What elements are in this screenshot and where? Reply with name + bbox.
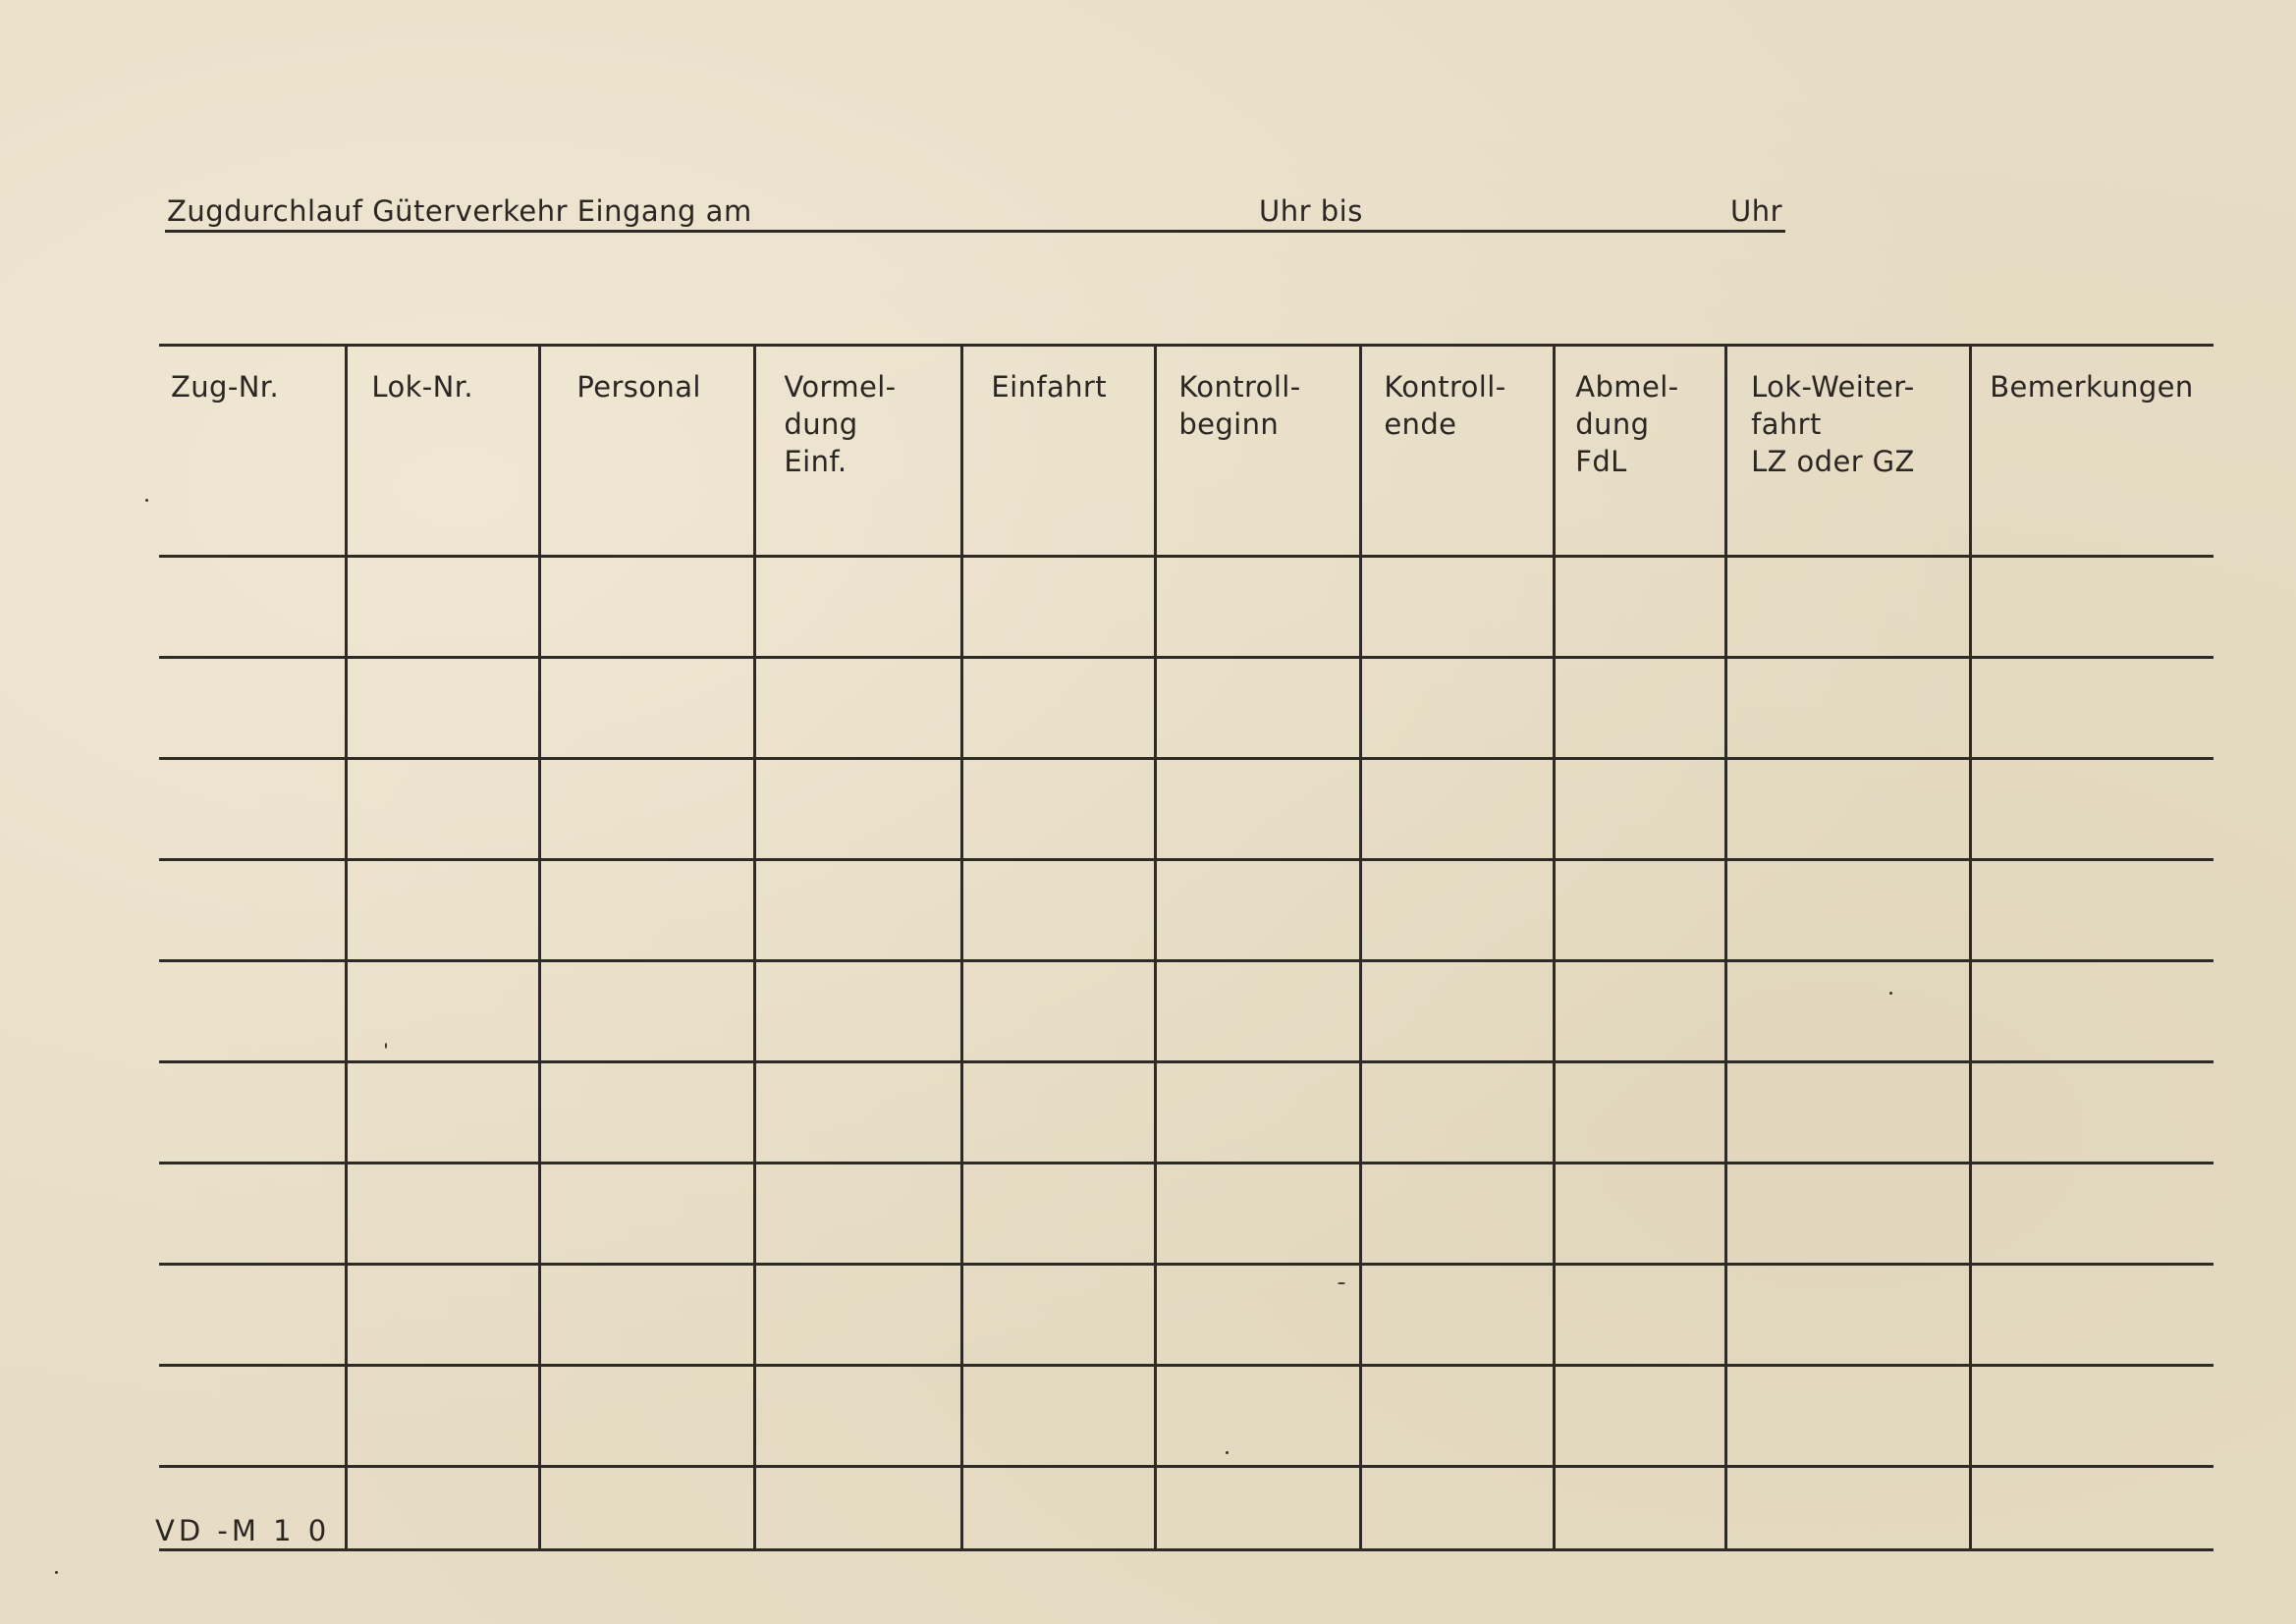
table-cell [1555,1467,1726,1550]
table-cell [755,1467,962,1550]
table-cell [755,557,962,658]
paper-speck [385,1043,387,1049]
table-cell [1156,759,1361,860]
table-cell [755,1164,962,1265]
table-cell [159,1062,347,1164]
table-cell [1555,759,1726,860]
table-row [159,1467,2214,1550]
column-header-lok-weiterfahrt: Lok-Weiter- fahrt LZ oder GZ [1726,346,1971,557]
table-cell [962,1062,1156,1164]
table-cell [1555,658,1726,759]
table-cell [1361,557,1555,658]
time-to-label: Uhr [1730,194,1783,228]
train-log-table-wrap [159,344,2214,1502]
table-cell [1156,961,1361,1062]
table-cell [1971,658,2214,759]
table-cell [1971,1164,2214,1265]
table-cell [347,1467,540,1550]
table-row [159,1265,2214,1366]
table-row [159,860,2214,961]
table-cell [962,1265,1156,1366]
table-cell [347,557,540,658]
table-cell [159,1265,347,1366]
table-cell [962,658,1156,759]
column-header-personal: Personal [540,346,755,557]
table-cell [347,1164,540,1265]
table-cell [962,759,1156,860]
table-cell [755,1062,962,1164]
table-row [159,658,2214,759]
table-cell [159,860,347,961]
time-from-label: Uhr bis [1259,194,1363,228]
table-cell [1156,1265,1361,1366]
table-cell [1971,860,2214,961]
table-cell [1555,1366,1726,1467]
paper-speck [55,1571,58,1574]
table-cell [962,1164,1156,1265]
form-code: VD -M 1 0 [155,1514,331,1547]
table-cell [540,557,755,658]
table-cell [159,658,347,759]
column-header-einfahrt: Einfahrt [962,346,1156,557]
table-cell [755,759,962,860]
column-header-zug-nr: Zug-Nr. [159,346,347,557]
table-cell [1555,860,1726,961]
table-cell [962,1366,1156,1467]
column-header-abmeldung: Abmel- dung FdL [1555,346,1726,557]
table-cell [1971,1467,2214,1550]
table-cell [540,759,755,860]
table-cell [1361,1265,1555,1366]
table-cell [347,860,540,961]
table-cell [755,1265,962,1366]
table-cell [962,1467,1156,1550]
paper-speck [1338,1282,1345,1284]
table-cell [1971,1265,2214,1366]
table-cell [1726,759,1971,860]
table-cell [1156,557,1361,658]
table-cell [540,1164,755,1265]
table-cell [1726,1265,1971,1366]
table-row [159,557,2214,658]
table-cell [755,961,962,1062]
table-cell [1726,961,1971,1062]
column-header-lok-nr: Lok-Nr. [347,346,540,557]
table-cell [1555,557,1726,658]
table-row [159,1164,2214,1265]
table-cell [347,658,540,759]
paper-speck [1226,1451,1229,1454]
column-header-bemerkungen: Bemerkungen [1971,346,2214,557]
table-cell [159,1164,347,1265]
table-row [159,1366,2214,1467]
table-cell [540,1062,755,1164]
table-cell [1156,860,1361,961]
table-cell [962,860,1156,961]
table-cell [159,961,347,1062]
table-cell [1156,1164,1361,1265]
form-title: Zugdurchlauf Güterverkehr Eingang am [167,194,752,228]
table-cell [1555,1164,1726,1265]
table-cell [1555,1062,1726,1164]
train-log-table [159,344,2214,1551]
table-cell [1555,961,1726,1062]
table-cell [540,961,755,1062]
table-cell [1726,1062,1971,1164]
table-cell [1971,1062,2214,1164]
table-cell [540,1467,755,1550]
table-cell [1156,1366,1361,1467]
table-cell [1361,1366,1555,1467]
table-body [159,557,2214,1550]
table-cell [1555,1265,1726,1366]
table-cell [1361,860,1555,961]
table-cell [159,557,347,658]
table-row [159,759,2214,860]
column-header-kontrollbeginn: Kontroll- beginn [1156,346,1361,557]
table-cell [347,759,540,860]
table-cell [159,1366,347,1467]
table-cell [1971,557,2214,658]
table-cell [1971,1366,2214,1467]
table-cell [1726,658,1971,759]
column-header-kontrollende: Kontroll- ende [1361,346,1555,557]
table-cell [962,557,1156,658]
table-cell [1361,1164,1555,1265]
column-header-vormeldung: Vormel- dung Einf. [755,346,962,557]
table-cell [1726,860,1971,961]
table-cell [347,1062,540,1164]
table-cell [1156,1062,1361,1164]
table-cell [1361,759,1555,860]
table-cell [347,1366,540,1467]
table-cell [540,1265,755,1366]
table-row [159,1062,2214,1164]
table-cell [1361,961,1555,1062]
table-cell [755,1366,962,1467]
table-cell [1726,1164,1971,1265]
table-header-row [159,346,2214,557]
table-cell [540,658,755,759]
table-cell [540,1366,755,1467]
table-cell [1361,1467,1555,1550]
table-cell [962,961,1156,1062]
table-cell [755,860,962,961]
table-cell [1971,961,2214,1062]
table-cell [1361,1062,1555,1164]
table-cell [159,759,347,860]
table-cell [755,658,962,759]
paper-speck [145,499,148,502]
table-cell [1156,658,1361,759]
table-cell [1726,1366,1971,1467]
table-cell [347,1265,540,1366]
header-underline [165,230,1785,233]
paper-speck [1889,992,1892,995]
table-cell [1971,759,2214,860]
table-cell [1156,1467,1361,1550]
table-cell [540,860,755,961]
table-cell [1361,658,1555,759]
table-cell [347,961,540,1062]
table-cell [1726,1467,1971,1550]
table-cell [1726,557,1971,658]
table-row [159,961,2214,1062]
